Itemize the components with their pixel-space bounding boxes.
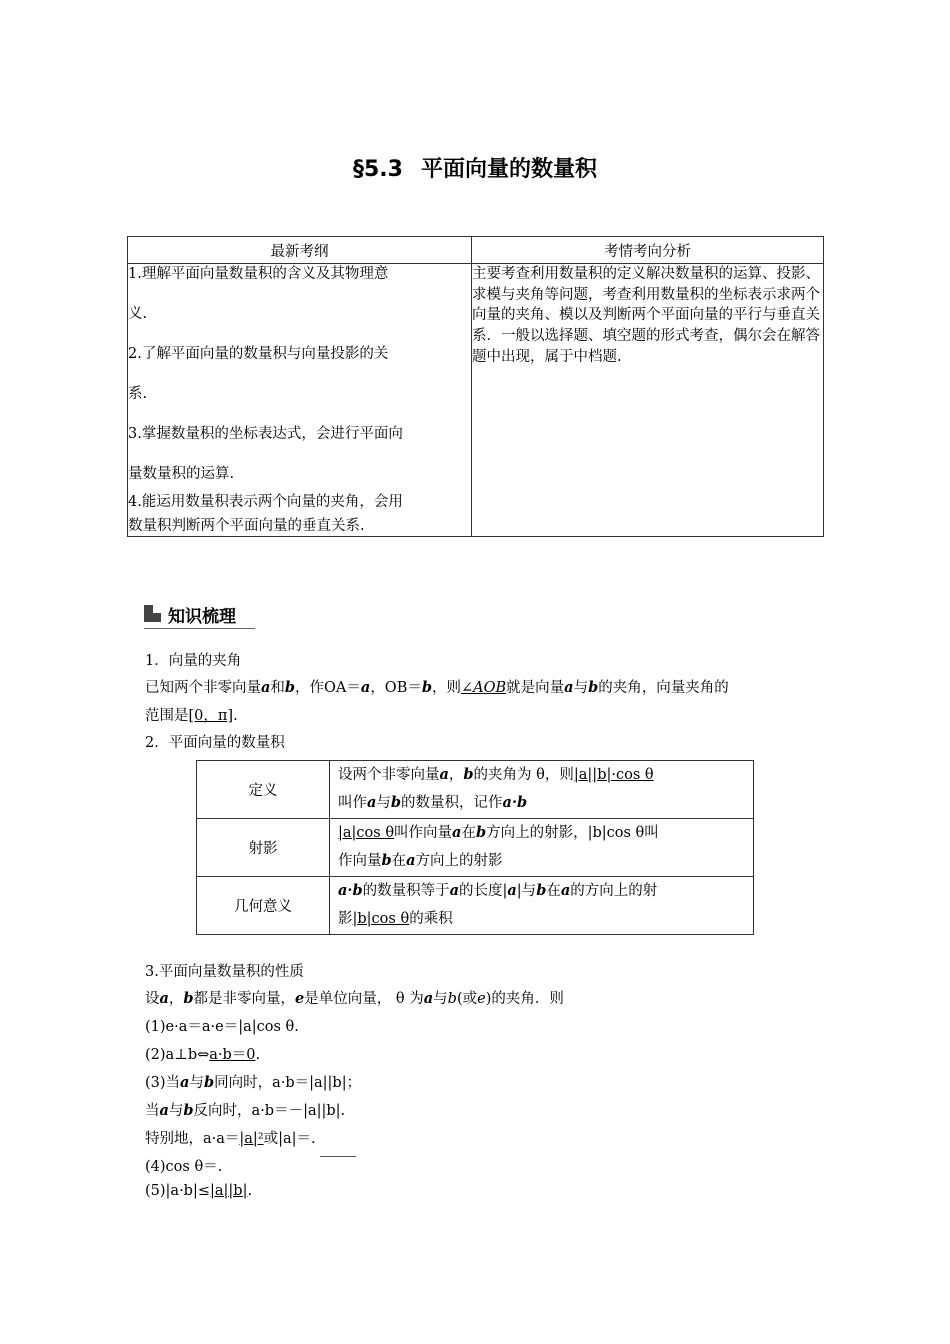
- property-3-opposite: 当a与b反向时，a·b＝－|a||b|.: [145, 1102, 346, 1119]
- outline-table: [127, 236, 824, 537]
- definition-table: [196, 760, 754, 935]
- row-label-projection: 射影: [197, 819, 330, 877]
- s3-title: 3.平面向量数量积的性质: [145, 964, 304, 980]
- analysis-text: 主要考查利用数量积的定义解决数量积的运算、投影、求模与夹角等问题，考查利用数量积的坐标表示求两个向量的夹角、模以及判断两个平面向量的平行与垂直关系．一般以选择题、填空题的形式考查，偶尔会在解答题中出现，属于中档题.: [472, 264, 824, 537]
- definition-text: 设两个非零向量a，b的夹角为 θ，则|a||b|·cos θ 叫作a与b的数量积，记作a·b: [330, 761, 754, 819]
- header-latest-outline: 最新考纲: [128, 237, 472, 264]
- geometric-meaning-text: a·b的数量积等于a的长度|a|与b在a的方向上的射 影|b|cos θ的乘积: [330, 877, 754, 935]
- s1-line2: 范围是[0，π].: [145, 708, 238, 724]
- page-title: §5.3 平面向量的数量积: [353, 157, 597, 182]
- property-1: (1)e·a＝a·e＝|a|cos θ.: [145, 1019, 299, 1035]
- s3-line1: 设a，b都是非零向量，e是单位向量， θ 为a与b(或e)的夹角．则: [145, 990, 564, 1007]
- property-3-special: 特别地，a·a＝|a|²或|a|＝.: [145, 1131, 316, 1147]
- s1-title: 1．向量的夹角: [145, 653, 242, 669]
- s2-title: 2．平面向量的数量积: [145, 735, 285, 751]
- property-5: (5)|a·b|≤|a||b|.: [145, 1183, 253, 1199]
- blank-line: [320, 1156, 356, 1157]
- s1-line1: 已知两个非零向量a和b，作OA＝a，OB＝b，则∠AOB就是向量a与b的夹角，向量夹角的: [145, 679, 729, 696]
- property-3: (3)当a与b同向时，a·b＝|a||b|；: [145, 1074, 362, 1091]
- row-label-definition: 定义: [197, 761, 330, 819]
- row-label-geometric-meaning: 几何意义: [197, 877, 330, 935]
- knowledge-header: 知识梳理: [144, 602, 255, 629]
- property-2: (2)a⊥b⇔a·b＝0.: [145, 1047, 261, 1063]
- projection-text: |a|cos θ叫作向量a在b方向上的射影，|b|cos θ叫 作向量b在a方向上的射影: [330, 819, 754, 877]
- header-analysis: 考情考向分析: [472, 237, 824, 264]
- property-4: (4)cos θ＝.: [145, 1159, 223, 1175]
- outline-items: 1.理解平面向量数量积的含义及其物理意 义. 2.了解平面向量的数量积与向量投影的关 系. 3.掌握数量积的坐标表达式，会进行平面向 量数量积的运算. 4.能运用数量积表示两个向量的夹角，会用 数量积判断两个平面向量的垂直关系.: [128, 264, 472, 537]
